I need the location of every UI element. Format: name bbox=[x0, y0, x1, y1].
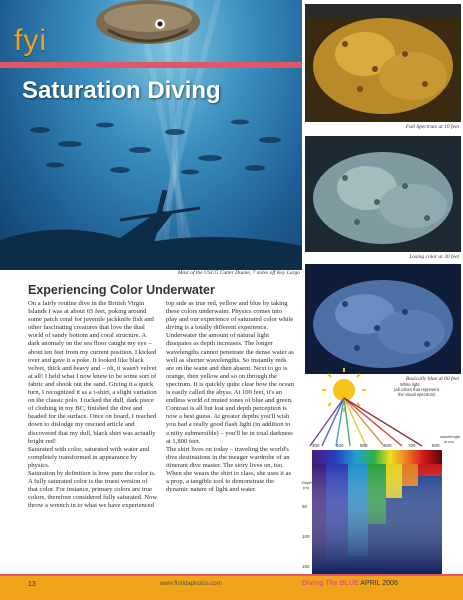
shipwreck-mast bbox=[0, 190, 302, 270]
photo-caption-10ft: Full Spectrum at 10 feet bbox=[405, 124, 459, 130]
photo-caption-60ft: Basically blue at 60 feet bbox=[405, 376, 459, 382]
article-column-1 bbox=[28, 300, 158, 510]
article-heading: Experiencing Color Underwater bbox=[28, 283, 215, 297]
coral-photo-10ft bbox=[305, 4, 461, 122]
publication-date: APRIL 2006 bbox=[360, 580, 398, 587]
light-penetration-diagram bbox=[302, 368, 463, 592]
fish-school bbox=[10, 110, 300, 180]
coral-photo-60ft bbox=[305, 264, 461, 374]
depth-label-line-2: (m) bbox=[303, 485, 309, 490]
page-number: 13 bbox=[28, 581, 36, 588]
photo-caption-30ft: Losing color at 30 feet bbox=[409, 254, 459, 260]
depth-bands bbox=[312, 464, 442, 574]
wavelength-label-line-2: in nm bbox=[444, 439, 454, 444]
wavelength-tick: 400 bbox=[336, 443, 344, 448]
publication-name: Diving The BLUE bbox=[302, 580, 359, 587]
depth-tick: 50 bbox=[302, 504, 308, 509]
article-text-col1: On a fairly routine dive in the British Virgin Islands I was at about 65 feet, poking around some patch coral for juvenile jackknife fish and other fascinating creatures that love the dual world of sandy bottom and coral structure. A dark anomaly on the sea floor caught my eye – about ten feet from my current position. I kicked over and gave it a poke. It looked like black velvet, thick and heavy and – oh, it wasn't velvet at all! I held what I now knew to be some sort of fabric and shook out the sand. Giving it a quick turn, I recognized it as a t-shirt, a slight variation on the classic polo. I tucked the dull, dark piece of clothing in my BC, finished the dive and headed for the surface. Once on board, I reached down to dislodge my rescued article and discovered that my dull, black shirt was actually bright red! Saturated with color, saturated with water and completely transformed in appearance by physics. Saturation by definition is how pure the color is. A fully saturated color is the truest version of that color. For instance, primary colors are true colors, therefore considered fully saturated. Now throw a wrench in to what we have experienced bbox=[28, 300, 158, 510]
sun-label-line-2: (all colors that represent bbox=[394, 387, 439, 392]
section-tag: fyi bbox=[14, 24, 47, 57]
grouper-fish-illustration bbox=[88, 0, 208, 60]
wavelength-label bbox=[440, 434, 461, 444]
footer-url: www.floridaphotos.com bbox=[160, 581, 222, 587]
sun-label-line-3: the visual spectrum) bbox=[398, 392, 436, 397]
wavelength-tick: 300 bbox=[312, 443, 320, 448]
light-rays bbox=[310, 398, 422, 446]
publication-info bbox=[302, 580, 398, 587]
title-accent-bar bbox=[0, 62, 302, 68]
wavelength-tick: 500 bbox=[360, 443, 368, 448]
spectrum-bar bbox=[312, 450, 442, 464]
coral-photo-30ft bbox=[305, 136, 461, 252]
wavelength-tick: 800 bbox=[432, 443, 440, 448]
depth-tick: 100 bbox=[302, 534, 310, 539]
wavelength-tick: 700 bbox=[408, 443, 416, 448]
article-text-col2: top side as true red, yellow and blue by taking these colors underwater. Physics comes into play and our experience of saturated color while diving is a totally different experience. Underwater the amount of natural light dissipates as depth increases. The longer wavelengths cannot penetrate the dense water as well as shorter wavelengths. So instantly reds are on the wane and then absent. Next to go is orange, then yellow and so on through the spectrum. It is quickly quite clear how the ocean is easily called the abyss. At 100 feet, it's an endless world of muted tones of blue and green. Contrast is all but lost and depth perception is now a best guess. At greater depths you'll wish you had a really good flash light (in addition to a nifty submersible) – you'll be in total darkness at 1,800 feet. The shirt lives on today – traveling the world's dive destinations in the meager wardrobe of an itinerant dive master. The story lives on, too. When she wears the shirt to class, she uses it as a prop, a tangible tool to demonstrate the dynamic nature of light and water. bbox=[166, 300, 294, 494]
depth-label-line-1: Depth bbox=[302, 480, 313, 485]
wavelength-label-line-1: wavelength bbox=[440, 434, 461, 439]
wavelength-tick: 600 bbox=[384, 443, 392, 448]
hero-caption: Mast of the USCG Cutter Duane, 7 miles off Key Largo bbox=[177, 270, 300, 276]
article-column-2 bbox=[166, 300, 294, 494]
sun-label-line-1: White light bbox=[400, 382, 420, 387]
sun-icon bbox=[322, 368, 366, 412]
depth-ticks bbox=[302, 504, 310, 569]
sun-label bbox=[394, 382, 440, 397]
page-title: Saturation Diving bbox=[22, 77, 221, 104]
depth-tick: 150 bbox=[302, 564, 310, 569]
